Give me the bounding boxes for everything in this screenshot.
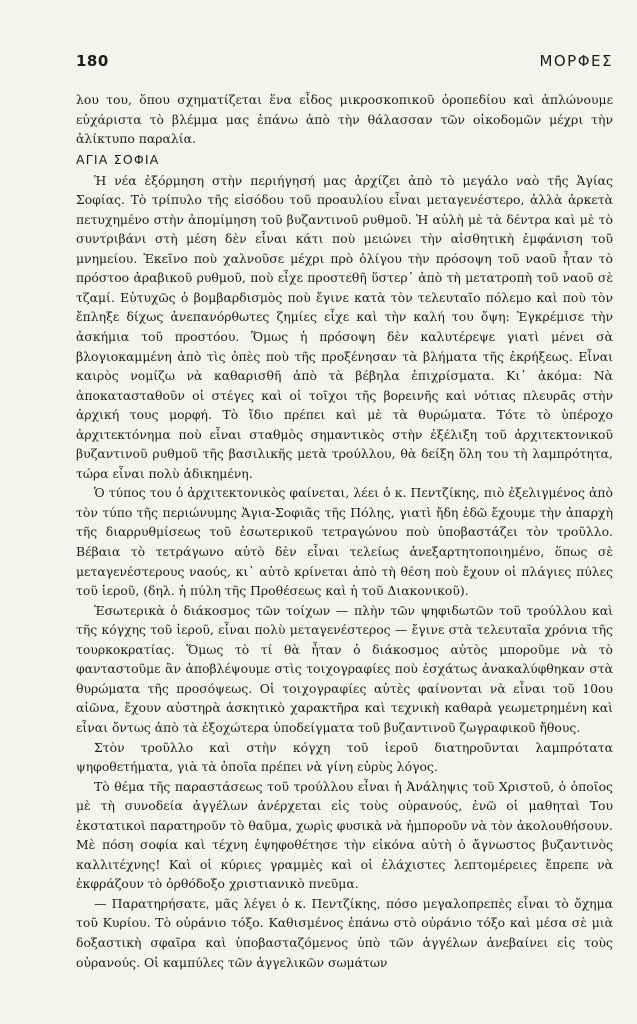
paragraph-continuation: λου του, ὅπου σχηματίζεται ἕνα εἶδος μικροσκοπικοῦ ὀροπεδίου καὶ ἁπλώνουμε εὐχάριστα τὸ βλέμμα μας ἐπάνω ἀπὸ τὴν θάλασσαν τῶν οἰκοδομῶν μέχρι τὴν ἀλίκτυπο παραλία. — [76, 92, 613, 147]
paragraph: Ἐσωτερικὰ ὁ διάκοσμος τῶν τοίχων — πλὴν τῶν ψηφιδωτῶν τοῦ τρούλλου καὶ τῆς κόγχης τοῦ ἱεροῦ, εἶναι πολὺ μεταγενέστερος — ἔγινε στὰ τελευταῖα χρόνια τῆς τουρκοκρατίας. Ὅμως τὸ τί θὰ ἦταν ὁ διάκοσμος αὐτὸς μποροῦμε νὰ τὸ φανταστοῦμε ἂν ἀποβλέψουμε στὶς τοιχογραφίες ποὺ ἐσχάτως ἀνακαλύφθηκαν στὰ θυρώματα τῆς προσόψεως. Οἱ τοιχογραφίες αὐτὲς φαίνονται νὰ εἶναι τοῦ 10ου αἰῶνα, ἔχουν αὐστηρὰ ἀσκητικὸ χαρακτῆρα καὶ τεχνικὴ καθαρὰ γεωμετρημένη καὶ εἶναι ὄντως ἀπὸ τὰ ἐξοχώτερα ὑποδείγματα τοῦ βυζαντινοῦ ζωγραφικοῦ ἤθους. — [76, 602, 613, 735]
paragraph: Ἡ νέα ἐξόρμηση στὴν περιήγησή μας ἀρχίζει ἀπὸ τὸ μεγάλο ναὸ τῆς Ἁγίας Σοφίας. Τὸ τρίπυλο τῆς εἰσόδου τοῦ προαυλίου εἶναι μεταγενέστερο, ἀλλὰ ἀρκετὰ πετυχημένο στὴν ἀπομίμηση τοῦ βυζαντινοῦ ρυθμοῦ. Ἡ αὐλὴ μὲ τὰ δέντρα καὶ μὲ τὸ συντριβάνι στὴ μέση δὲν εἶναι κάτι ποὺ μειώνει τὴν αἰσθητικὴ ἐμφάνιση τοῦ μνημείου. Ἐκεῖνο ποὺ χαλνοῦσε μέχρι πρὸ ὀλίγου τὴν πρόσοψη τοῦ ναοῦ ἦταν τὸ πρόστοο ἀραβικοῦ ρυθμοῦ, ποὺ εἶχε προστεθῆ ὕστερ᾽ ἀπὸ τὴ μετατροπὴ τοῦ ναοῦ σὲ τζαμί. Εὐτυχῶς ὁ βομβαρδισμὸς ποὺ ἔγινε κατὰ τὸν τελευταῖο πόλεμο καὶ ποὺ τὸν ἔπληξε δίχως ἀνεπανόρθωτες ζημίες εἶχε καὶ τὴν καλή του ὄψη: Ἐγκρέμισε τὴν ἀσκήμια τοῦ προστόου. Ὅμως ἡ πρόσοψη δὲν καλυτέρεψε γιατὶ μένει σὰ βλογιοκαμμένη ἀπὸ τὶς ὀπὲς ποὺ τῆς προξένησαν τὰ βλήματα τῆς ἐκρήξεως. Εἶναι καιρὸς νομίζω νὰ καθαρισθῆ ἀπὸ τὰ βέβηλα ἐπιχρίσματα. Κι᾽ ἀκόμα: Νὰ ἀποκατασταθοῦν οἱ στέγες καὶ οἱ τοῖχοι τῆς βορεινῆς καὶ νότιας πλευρᾶς στὴν ἀρχική τους μορφή. Τὸ ἴδιο πρέπει καὶ μὲ τὰ θυρώματα. Τότε τὸ ὑπέροχο ἀρχιτεκτόνημα ποὺ εἶναι σταθμὸς σημαντικὸς στὴν ἐξέλιξη τοῦ ἀρχιτεκτονικοῦ βυζαντινοῦ ρυθμοῦ τῆς βασιλικῆς μετὰ τρούλλου, θὰ δείξη ὅλη του τὴ λαμπρότητα, τώρα εἶναι πολὺ ἀδικημένη. — [76, 172, 613, 481]
running-head: ΜΟΡΦΕΣ — [539, 52, 613, 70]
paragraph: — Παρατηρήσατε, μᾶς λέγει ὁ κ. Πεντζίκης, πόσο μεγαλοπρεπὲς εἶναι τὸ ὄχημα τοῦ Κυρίου. Τὸ οὐράνιο τόξο. Καθισμένος ἐπάνω στὸ οὐράνιο τόξο καὶ μέσα σὲ μιὰ δοξαστικὴ σφαῖρα καὶ ὑποβασταζόμενος ὑπὸ τῶν ἀγγέλων ἀνεβαίνει εἰς τοὺς οὐρανούς. Οἱ καμπύλες τῶν ἀγγελικῶν σωμάτων — [76, 895, 613, 970]
page-header — [76, 52, 613, 70]
paragraph: Στὸν τροῦλλο καὶ στὴν κόγχη τοῦ ἱεροῦ διατηροῦνται λαμπρότατα ψηφοθετήματα, γιὰ τὰ ὁποῖα πρέπει νὰ γίνη εὐρὺς λόγος. — [76, 739, 613, 775]
body-text — [76, 90, 613, 972]
section-heading: ΑΓΙΑ ΣΟΦΙΑ — [76, 151, 160, 167]
paragraph: Τὸ θέμα τῆς παραστάσεως τοῦ τρούλλου εἶναι ἡ Ἀνάληψις τοῦ Χριστοῦ, ὁ ὁποῖος μὲ τὴ συνοδεία ἀγγέλων ἀνέρχεται εἰς τοὺς οὐρανούς, ἐνῶ οἱ μαθηταὶ Του ἐκστατικοὶ παρατηροῦν τὸ θαῦμα, χωρὶς φυσικὰ νὰ ἠμποροῦν νὰ τὸν ἀκολουθήσουν. Μὲ πόση σοφία καὶ τέχνη ἐψηφοθέτησε τὴν εἰκόνα αὐτὴ ὁ ἄγνωστος βυζαντινὸς καλλιτέχνης! Καὶ οἱ κύριες γραμμὲς καὶ οἱ ἐλάχιστες λεπτομέρειες ἔπρεπε νὰ ἐκφράζουν τὸ ὀρθόδοξο χριστιανικὸ πνεῦμα. — [76, 778, 613, 892]
page-number: 180 — [76, 52, 109, 70]
paragraph: Ὁ τύπος του ὁ ἀρχιτεκτονικὸς φαίνεται, λέει ὁ κ. Πεντζίκης, πιὸ ἐξελιγμένος ἀπὸ τὸν τύπο τῆς περιώνυμης Ἁγια-Σοφιᾶς τῆς Πόλης, γιατὶ ἤδη ἐδῶ ἔχουμε τὴν ἀπαρχὴ τῆς διαρρυθμίσεως τοῦ ἐσωτερικοῦ τετραγώνου ποὺ ὑποβαστάζει τὸν τροῦλλο. Βέβαια τὸ τετράγωνο αὐτὸ δὲν εἶναι τελείως ἀνεξαρτητοποιημένο, ὅπως σὲ μεταγενέστερους ναούς, κι᾽ αὐτὸ κρίνεται ἀπὸ τὴ θέση ποὺ ἔχουν οἱ πλάγιες πύλες τοῦ ἱεροῦ, (δηλ. ἡ πύλη τῆς Προθέσεως καὶ ἡ τοῦ Διακονικοῦ). — [76, 485, 613, 599]
